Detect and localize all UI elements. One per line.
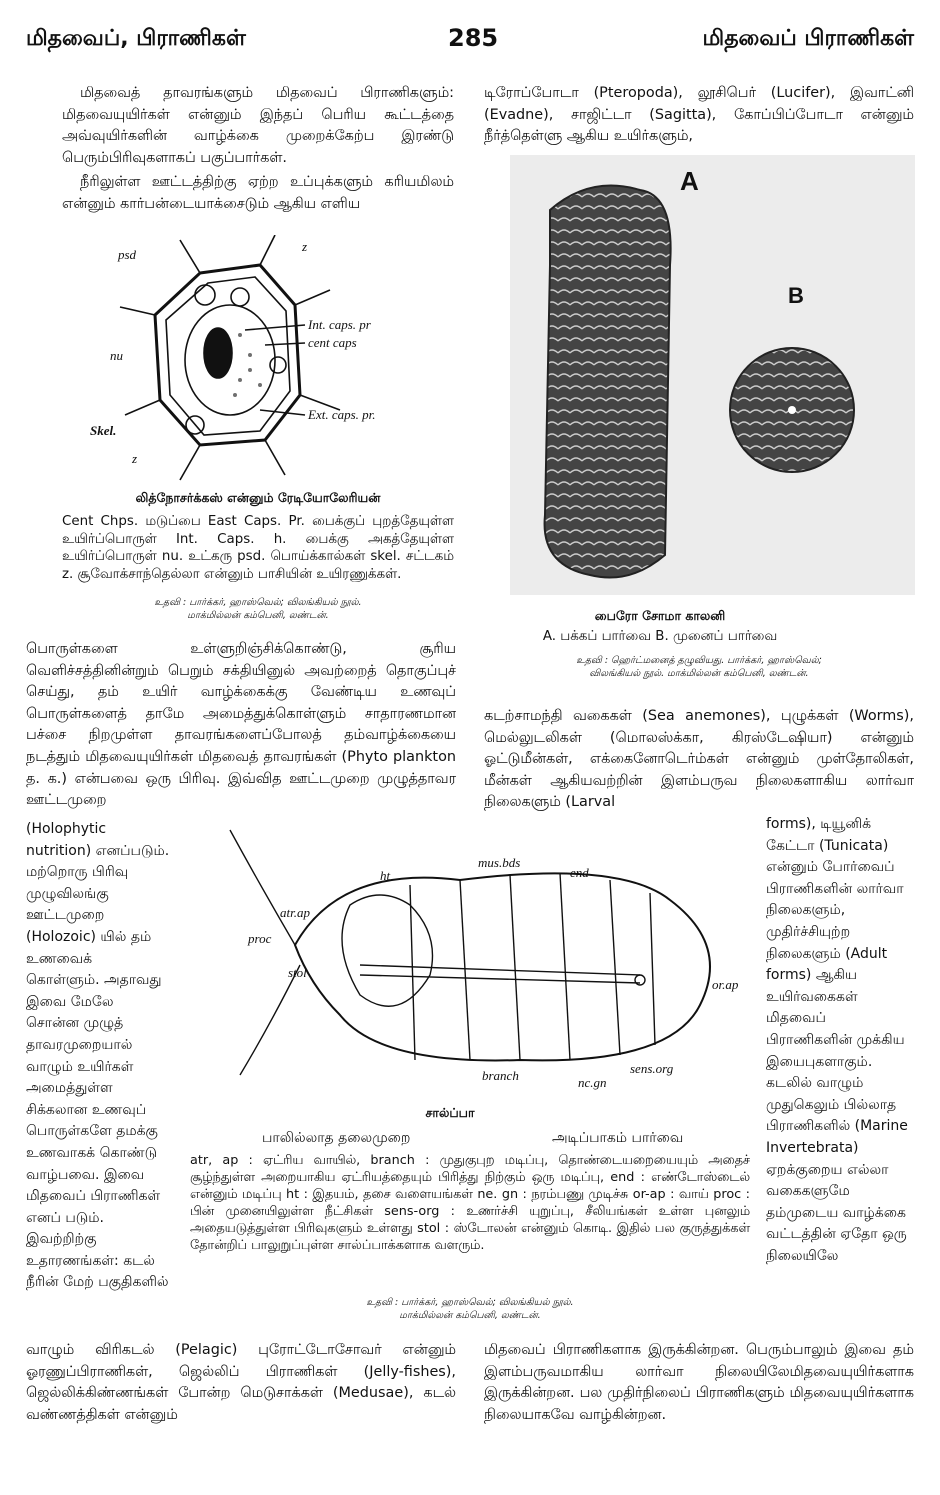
salpa-sub-left: பாலில்லாத தலைமுறை: [262, 1130, 411, 1146]
fig2-label-a: A: [680, 166, 699, 196]
label-atr-ap: atr.ap: [280, 905, 310, 920]
pyrosoma-figure: [510, 155, 915, 595]
label-z-top: z: [302, 239, 308, 254]
label-int-caps: Int. caps. pr: [308, 317, 371, 332]
fig2-label-b: B: [788, 283, 804, 308]
salpa-credit: உதவி : பார்க்கர், ஹாஸ்வெல்; விலங்கியல் நூல். மாக்மில்லன் கம்பெனி, லண்டன்.: [366, 1297, 574, 1321]
fig1-caption: லித்நோசர்க்கஸ் என்னும் ரேடியோலேரியன்: [135, 490, 381, 505]
fig2-credit: உதவி : ஹெர்ட்மனைத் தழுவியது. பார்க்கர், ஹாஸ்வெல்; விலங்கியல் நூல். மாக்மில்லன் கம்பெனி, லண்டன்.: [576, 655, 822, 679]
radiolarian-figure: [90, 235, 440, 485]
right-bottom-text: மிதவைப் பிராணிகளாக இருக்கின்றன. பெரும்பாலும் இவை தம் இளம்பருவமாகிய லார்வா நிலையிலேமிதவையுயிர்களாக இருக்கின்றன. பல முதிர்நிலைப் பிராணிகளும் மிதவையுயிர்களாக நிலையாகவே வாழ்கின்றன.: [484, 1342, 914, 1423]
label-psd: psd: [118, 247, 137, 262]
salpa-figure: [200, 825, 760, 1090]
header-right-title: மிதவைப் பிராணிகள்: [702, 26, 914, 51]
fig1-description: Cent Chps. மடுப்பை East Caps. Pr. பைக்குப் புறத்தேயுள்ள உயிர்ப்பொருள் Int. Caps. h. பைக்கு அகத்தேயுள்ள உயிர்ப்பொருள் nu. உட்கரு psd. பொய்க்கால்கள் skel. சட்டகம் z. சூவோக்சாந்தெல்லா என்னும் பாசியின் உயிரணுக்கள்.: [62, 514, 454, 582]
label-ht: ht: [380, 868, 391, 883]
pyrosoma-drawing: [510, 155, 915, 595]
label-stol: stol: [288, 965, 307, 980]
label-sens-org: sens.org: [630, 1061, 674, 1076]
page-number: 285: [448, 24, 499, 52]
label-ext-caps: Ext. caps. pr.: [308, 407, 376, 422]
label-cent-caps: cent caps: [308, 335, 357, 350]
label-mus-bds: mus.bds: [478, 855, 521, 870]
left-intro: மிதவைத் தாவரங்களும் மிதவைப் பிராணிகளும்: மிதவையுயிர்கள் என்னும் இந்தப் பெரிய கூட்டத்தை அவ்வுயிர்களின் வாழ்க்கை முறைக்கேற்ப இரண்டு பெரும்பிரிவுகளாகப் பகுப்பார்கள்.: [62, 85, 454, 166]
label-nc-gn: nc.gn: [578, 1075, 607, 1090]
right-top-text: டிரோப்போடா (Pteropoda), லூசிபெர் (Lucifer), இவாட்னி (Evadne), சாஜிட்டா (Sagitta), கோப்பிப்போடா என்னும் நீர்த்தெள்ளு ஆகிய உயிர்களும்,: [484, 85, 914, 145]
left-narrow-text: (Holophytic nutrition) எனப்படும். மற்றொரு பிரிவு முழுவிலங்கு ஊட்டமுறை (Holozoic) யில் தம் உணவைக் கொள்ளும். அதாவது இவை மேலே சொன்ன முழுத் தாவரமுறையால் வாழும் உயிர்கள் அமைத்துள்ள சிக்கலான உணவுப் பொருள்களே தமக்கு உணவாகக் கொண்டு வாழ்பவை. இவை மிதவைப் பிராணிகள் எனப் படும். இவற்றிற்கு உதாரணங்கள்: கடல் நீரின் மேற் பகுதிகளில்: [26, 821, 170, 1291]
label-proc: proc: [248, 931, 272, 946]
label-nu: nu: [110, 348, 123, 363]
fig1-credit: உதவி : பார்க்கர், ஹாஸ்வெல்; விலங்கியல் நூல். மாக்மில்லன் கம்பெனி, லண்டன்.: [154, 597, 362, 621]
fig2-caption: பைரோ சோமா காலனி: [594, 608, 726, 623]
label-branch: branch: [482, 1068, 519, 1083]
fig2-subcaption: A. பக்கப் பார்வை B. முனைப் பார்வை: [542, 629, 778, 644]
label-or-ap: or.ap: [712, 977, 739, 992]
label-skel: Skel.: [90, 423, 117, 438]
salpa-drawing: [200, 825, 760, 1090]
right-narrow-text: forms), டியூனிக் கேட்டா (Tunicata) என்னும் போர்வைப் பிராணிகளின் லார்வா நிலைகளும், முதிர்ச்சியுற்ற நிலைகளும் (Adult forms) ஆகிய உயிர்வகைகள் மிதவைப் பிராணிகளின் முக்கிய இயைபுகளாகும். கடலில் வாழும் முதுகெலும் பில்லாத பிராணிகளில் (Marine Invertebrata) ஏறக்குறைய எல்லா வகைகளுமே தம்முடைய வாழ்க்கை வட்டத்தின் ஏதோ ஒரு நிலையிலே: [766, 816, 908, 1264]
label-end: end: [570, 865, 589, 880]
right-para-b: கடற்சாமந்தி வகைகள் (Sea anemones), புழுக்கள் (Worms), மெல்லுடலிகள் (மொலஸ்க்கா, கிரஸ்டேஷியா) என்னும் ஓட்டுமீன்கள், எக்கைனோடெர்ம்கள் என்னும் முள்தோலிகள், மீன்கள் ஆகியவற்றின் இளம்பருவ நிலைகளாகிய லார்வா நிலைகளும் (Larval: [484, 708, 914, 811]
left-intro-2: நீரிலுள்ள ஊட்டத்திற்கு ஏற்ற உப்புக்களும் கரியமிலம் என்னும் கார்பன்டையாக்சைடும் ஆகிய எளிய: [62, 174, 454, 212]
radiolarian-drawing: [90, 235, 440, 485]
salpa-description: atr, ap : ஏட்ரிய வாயில், branch : முதுகுபுற மடிப்பு, தொண்டையறையையும் அதைச் சூழ்ந்துள்ள அறையாகிய ஏட்ரியத்தையும் பிரித்து நிற்கும் ஒரு மடிப்பு, end : எண்டோஸ்டைல் என்னும் மடிப்பு ht : இதயம், தசை வளையங்கள் ne. gn : நரம்பணு முடிச்சு or-ap : வாய் proc : பின் முனையிலுள்ள நீட்சிகள் sens-org : உணர்ச்சி யுறுப்பு, சீலியங்கள் உள்ள புனலும் அதையடுத்துள்ள பிரிவுகளும் உள்ளது stol : ஸ்டோலன் என்னும் கொடி. இதில் பல குருத்துக்கள் தோன்றிப் பாலுறுப்புள்ள சால்ப்பாக்களாக வளரும்.: [190, 1153, 750, 1253]
label-z-bottom: z: [132, 451, 138, 466]
salpa-caption: சால்ப்பா: [425, 1105, 475, 1120]
salpa-sub-right: அடிப்பாகம் பார்வை: [552, 1130, 684, 1146]
left-bottom-text: வாழும் விரிகடல் (Pelagic) புரோட்டோசோவர் என்னும் ஓரணுப்பிராணிகள், ஜெல்லிப் பிராணிகள் (Jelly-fishes), ஜெல்லிக்கிண்ணங்கள் போன்ற மெடுசாக்கள் (Medusae), கடல் வண்ணத்திகள் என்னும்: [26, 1342, 456, 1423]
header-left-title: மிதவைப், பிராணிகள்: [26, 26, 246, 51]
left-para-a: பொருள்களை உள்ளுறிஞ்சிக்கொண்டு, சூரிய வெளிச்சத்தினின்றும் பெறும் சக்தியினுல் அவற்றைத் தொகுப்புச் செய்து, தம் உயிர் வாழ்க்கைக்கு வேண்டிய உணவுப் பொருள்களைத் தாமே அமைத்துக்கொள்ளும் சாதாரணமான பச்சை நிறமுள்ள தாவரங்களைப்போலத் தம்வாழ்க்கையை நடத்தும் மிதவையுயிர்கள் மிதவைத் தாவரங்கள் (Phyto plankton த. க.) என்பவை ஒரு பிரிவு. இவ்வித ஊட்டமுறை முழுத்தாவர ஊட்டமுறை: [26, 641, 456, 809]
